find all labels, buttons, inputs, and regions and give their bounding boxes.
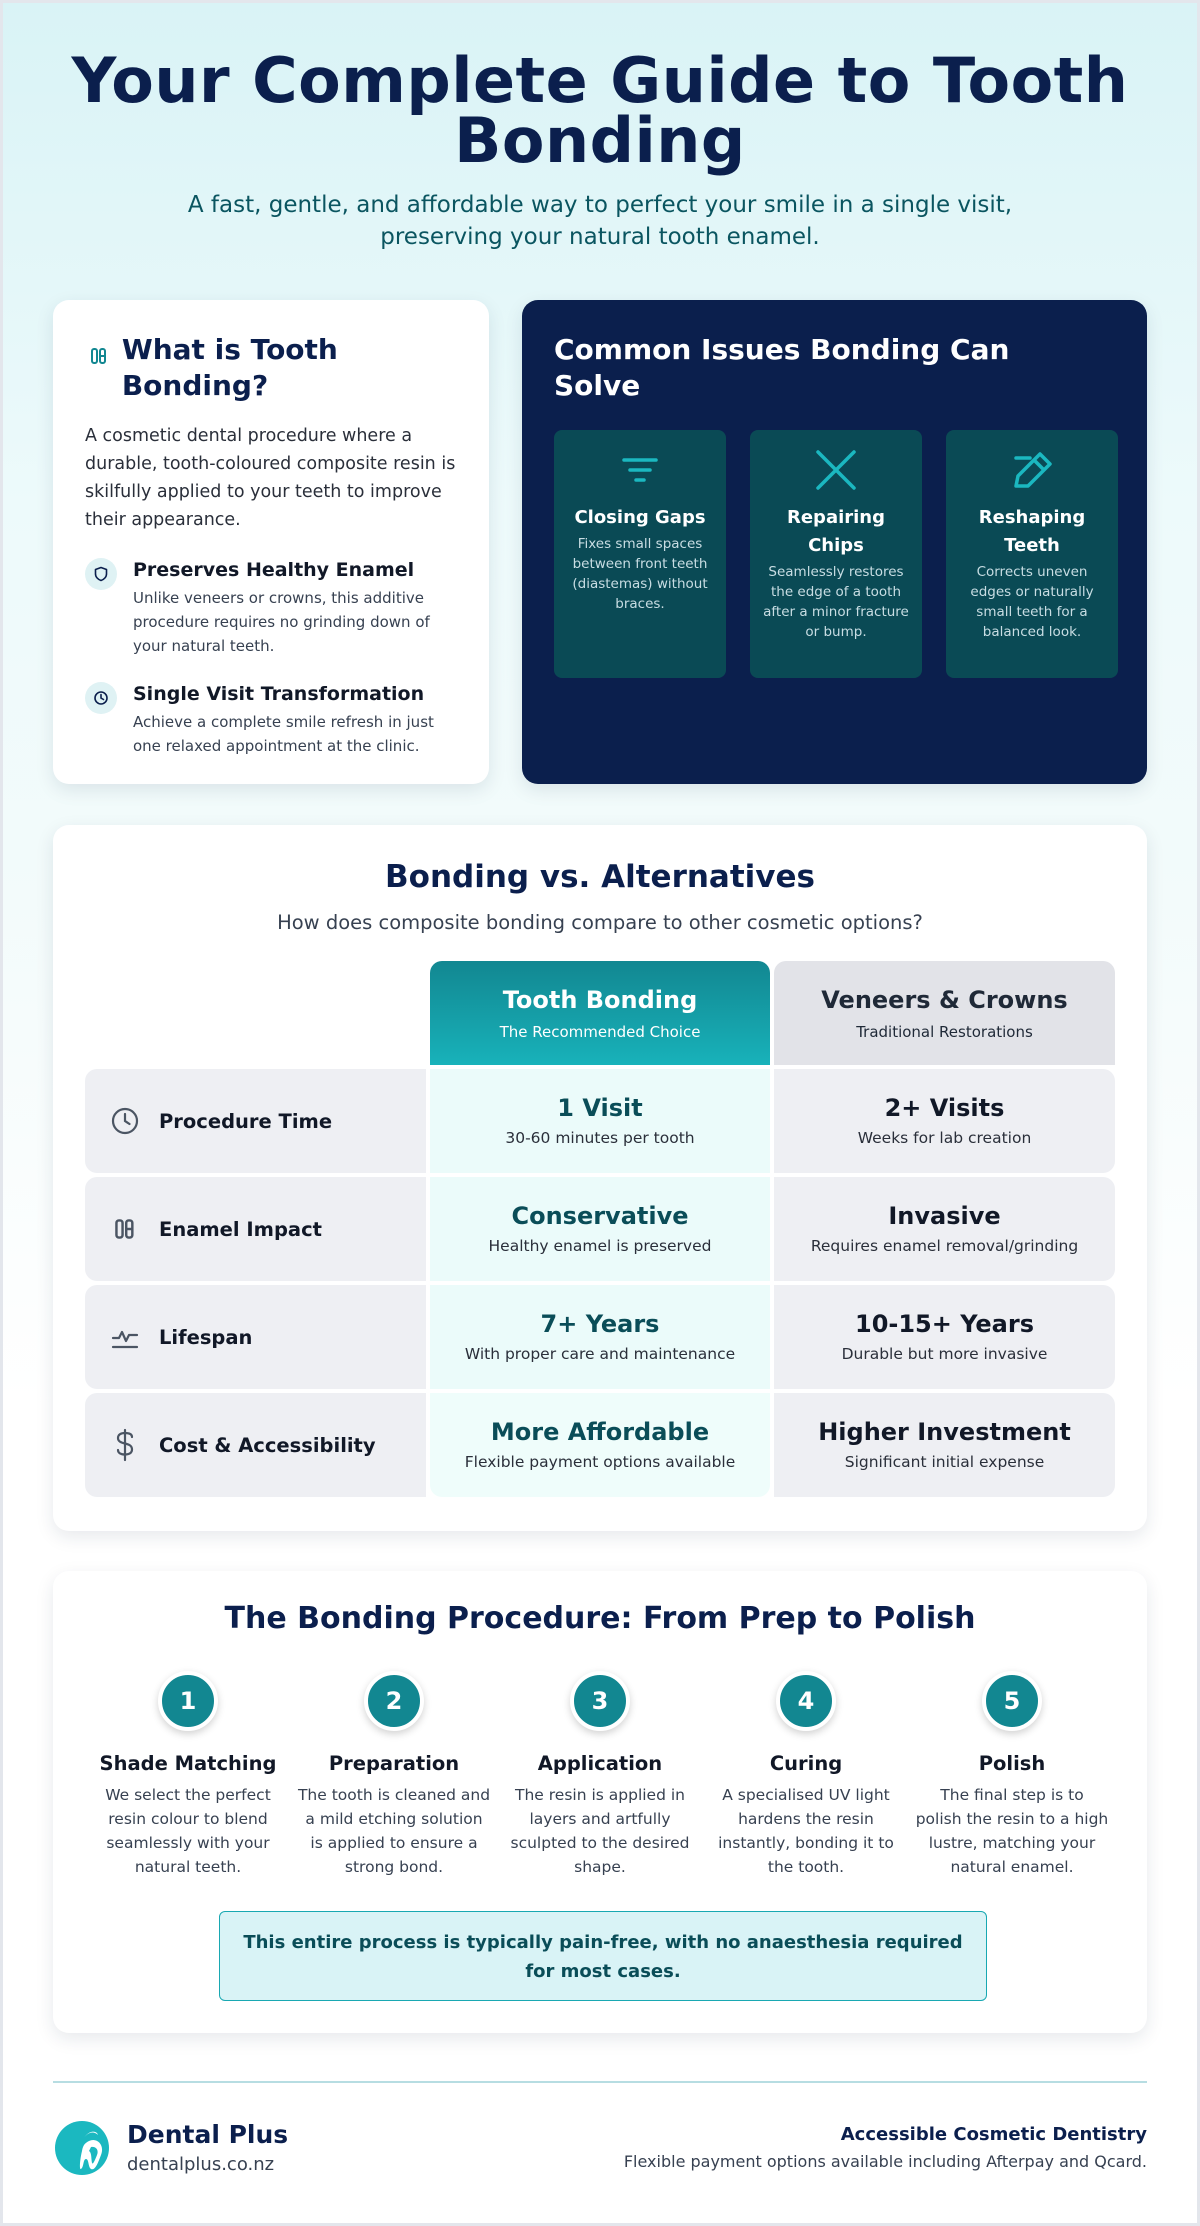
row-label: Cost & Accessibility [159, 1433, 376, 1457]
column-subtitle: The Recommended Choice [499, 1023, 701, 1041]
brand-name: Dental Plus [127, 2120, 289, 2149]
dollar-icon [109, 1429, 141, 1461]
page-subtitle: A fast, gentle, and affordable way to perfect your smile in a single visit, preserving your natural tooth enamel. [187, 192, 1013, 250]
alternative-value: Higher Investment [818, 1418, 1071, 1446]
clock-icon [85, 682, 117, 714]
alternative-detail: Weeks for lab creation [857, 1129, 1032, 1147]
tooth-icon [85, 340, 114, 372]
table-row [85, 1285, 1115, 1389]
benefit-item [85, 558, 457, 658]
tooth-icon [109, 1213, 141, 1245]
step-description: The resin is applied in layers and artfully sculpted to the desired shape. [510, 1786, 690, 1876]
alternative-detail: Significant initial expense [844, 1453, 1045, 1471]
benefit-description: Unlike veneers or crowns, this additive procedure requires no grinding down of your natural teeth. [133, 589, 430, 655]
benefit-title: Single Visit Transformation [133, 683, 425, 705]
footer-tagline: Accessible Cosmetic Dentistry [840, 2124, 1147, 2145]
column-title: Veneers & Crowns [821, 986, 1068, 1014]
what-is-bonding-card [53, 300, 489, 784]
page-title: Your Complete Guide to Tooth Bonding [71, 44, 1129, 177]
issue-tile-closing-gaps [554, 430, 726, 678]
cross-icon [762, 446, 910, 494]
alternative-value: Invasive [888, 1202, 1001, 1230]
issue-title: Repairing Chips [786, 507, 885, 556]
step-number-badge: 3 [570, 1671, 630, 1731]
benefit-description: Achieve a complete smile refresh in just one relaxed appointment at the clinic. [133, 713, 434, 755]
footer-payment-note: Flexible payment options available including Afterpay and Qcard. [623, 2152, 1147, 2171]
step-title: Polish [978, 1752, 1046, 1775]
comparison-title: Bonding vs. Alternatives [385, 859, 815, 895]
pen-icon [958, 446, 1106, 494]
procedure-step [85, 1671, 291, 1879]
chart-icon [109, 1321, 141, 1353]
table-row [85, 1177, 1115, 1281]
common-issues-card [522, 300, 1147, 784]
procedure-step [703, 1671, 909, 1879]
issue-title: Closing Gaps [574, 507, 706, 528]
tooth-logo-icon [53, 2119, 111, 2177]
issue-tile-reshaping-teeth [946, 430, 1118, 678]
column-header-alternatives [774, 961, 1115, 1065]
bonding-value: Conservative [511, 1202, 689, 1230]
step-number-badge: 4 [776, 1671, 836, 1731]
alternative-detail: Durable but more invasive [841, 1345, 1048, 1363]
row-label: Lifespan [159, 1325, 253, 1349]
procedure-card [53, 1571, 1147, 2033]
bonding-detail: 30-60 minutes per tooth [505, 1129, 695, 1147]
step-title: Shade Matching [99, 1752, 277, 1775]
comparison-card [53, 825, 1147, 1531]
table-row [85, 1393, 1115, 1497]
step-number-badge: 5 [982, 1671, 1042, 1731]
table-row [85, 1069, 1115, 1173]
footer-divider [53, 2081, 1147, 2083]
infographic-page [3, 3, 1197, 2223]
alternative-detail: Requires enamel removal/grinding [810, 1237, 1079, 1255]
comparison-table [85, 961, 1115, 1497]
step-title: Application [537, 1752, 663, 1775]
what-title: What is Tooth Bonding? [121, 333, 338, 402]
step-number-badge: 2 [364, 1671, 424, 1731]
step-description: The final step is to polish the resin to a high lustre, matching your natural enamel. [915, 1786, 1109, 1876]
benefit-title: Preserves Healthy Enamel [133, 559, 415, 581]
shield-icon [85, 558, 117, 590]
pain-free-note: This entire process is typically pain-free, with no anaesthesia required for most cases. [219, 1911, 987, 2001]
procedure-step [497, 1671, 703, 1879]
step-description: The tooth is cleaned and a mild etching solution is applied to ensure a strong bond. [297, 1786, 491, 1876]
comparison-subtitle: How does composite bonding compare to other cosmetic options? [277, 911, 923, 934]
alternative-value: 2+ Visits [884, 1094, 1005, 1122]
issue-description: Seamlessly restores the edge of a tooth after a minor fracture or bump. [763, 564, 909, 640]
procedure-title: The Bonding Procedure: From Prep to Polish [224, 1601, 976, 1636]
step-description: A specialised UV light hardens the resin instantly, bonding it to the tooth. [718, 1786, 894, 1876]
step-title: Preparation [328, 1752, 460, 1775]
bonding-value: 1 Visit [557, 1094, 643, 1122]
what-description: A cosmetic dental procedure where a durable, tooth-coloured composite resin is skilfully applied to your teeth to improve their appearance. [85, 426, 456, 530]
bonding-detail: Flexible payment options available [464, 1453, 736, 1471]
column-title: Tooth Bonding [502, 986, 698, 1014]
row-label: Enamel Impact [159, 1217, 322, 1241]
alternative-value: 10-15+ Years [855, 1310, 1034, 1338]
issue-tile-repairing-chips [750, 430, 922, 678]
brand-website[interactable]: dentalplus.co.nz [127, 2154, 275, 2175]
bonding-value: More Affordable [490, 1418, 710, 1446]
issue-title: Reshaping Teeth [978, 507, 1086, 556]
bonding-value: 7+ Years [540, 1310, 660, 1338]
bonding-detail: With proper care and maintenance [464, 1345, 736, 1363]
row-label: Procedure Time [159, 1109, 333, 1133]
clock-icon [109, 1105, 141, 1137]
column-subtitle: Traditional Restorations [856, 1023, 1033, 1041]
procedure-step [291, 1671, 497, 1879]
bonding-detail: Healthy enamel is preserved [488, 1237, 712, 1255]
issue-description: Corrects uneven edges or naturally small teeth for a balanced look. [970, 564, 1094, 640]
column-header-bonding [430, 961, 770, 1065]
issue-description: Fixes small spaces between front teeth (diastemas) without braces. [572, 536, 708, 612]
filter-icon [566, 446, 714, 494]
benefit-item [85, 682, 457, 758]
issues-title: Common Issues Bonding Can Solve [554, 333, 1010, 402]
step-description: We select the perfect resin colour to blend seamlessly with your natural teeth. [105, 1786, 271, 1876]
procedure-step [909, 1671, 1115, 1879]
step-number-badge: 1 [158, 1671, 218, 1731]
step-title: Curing [769, 1752, 843, 1775]
